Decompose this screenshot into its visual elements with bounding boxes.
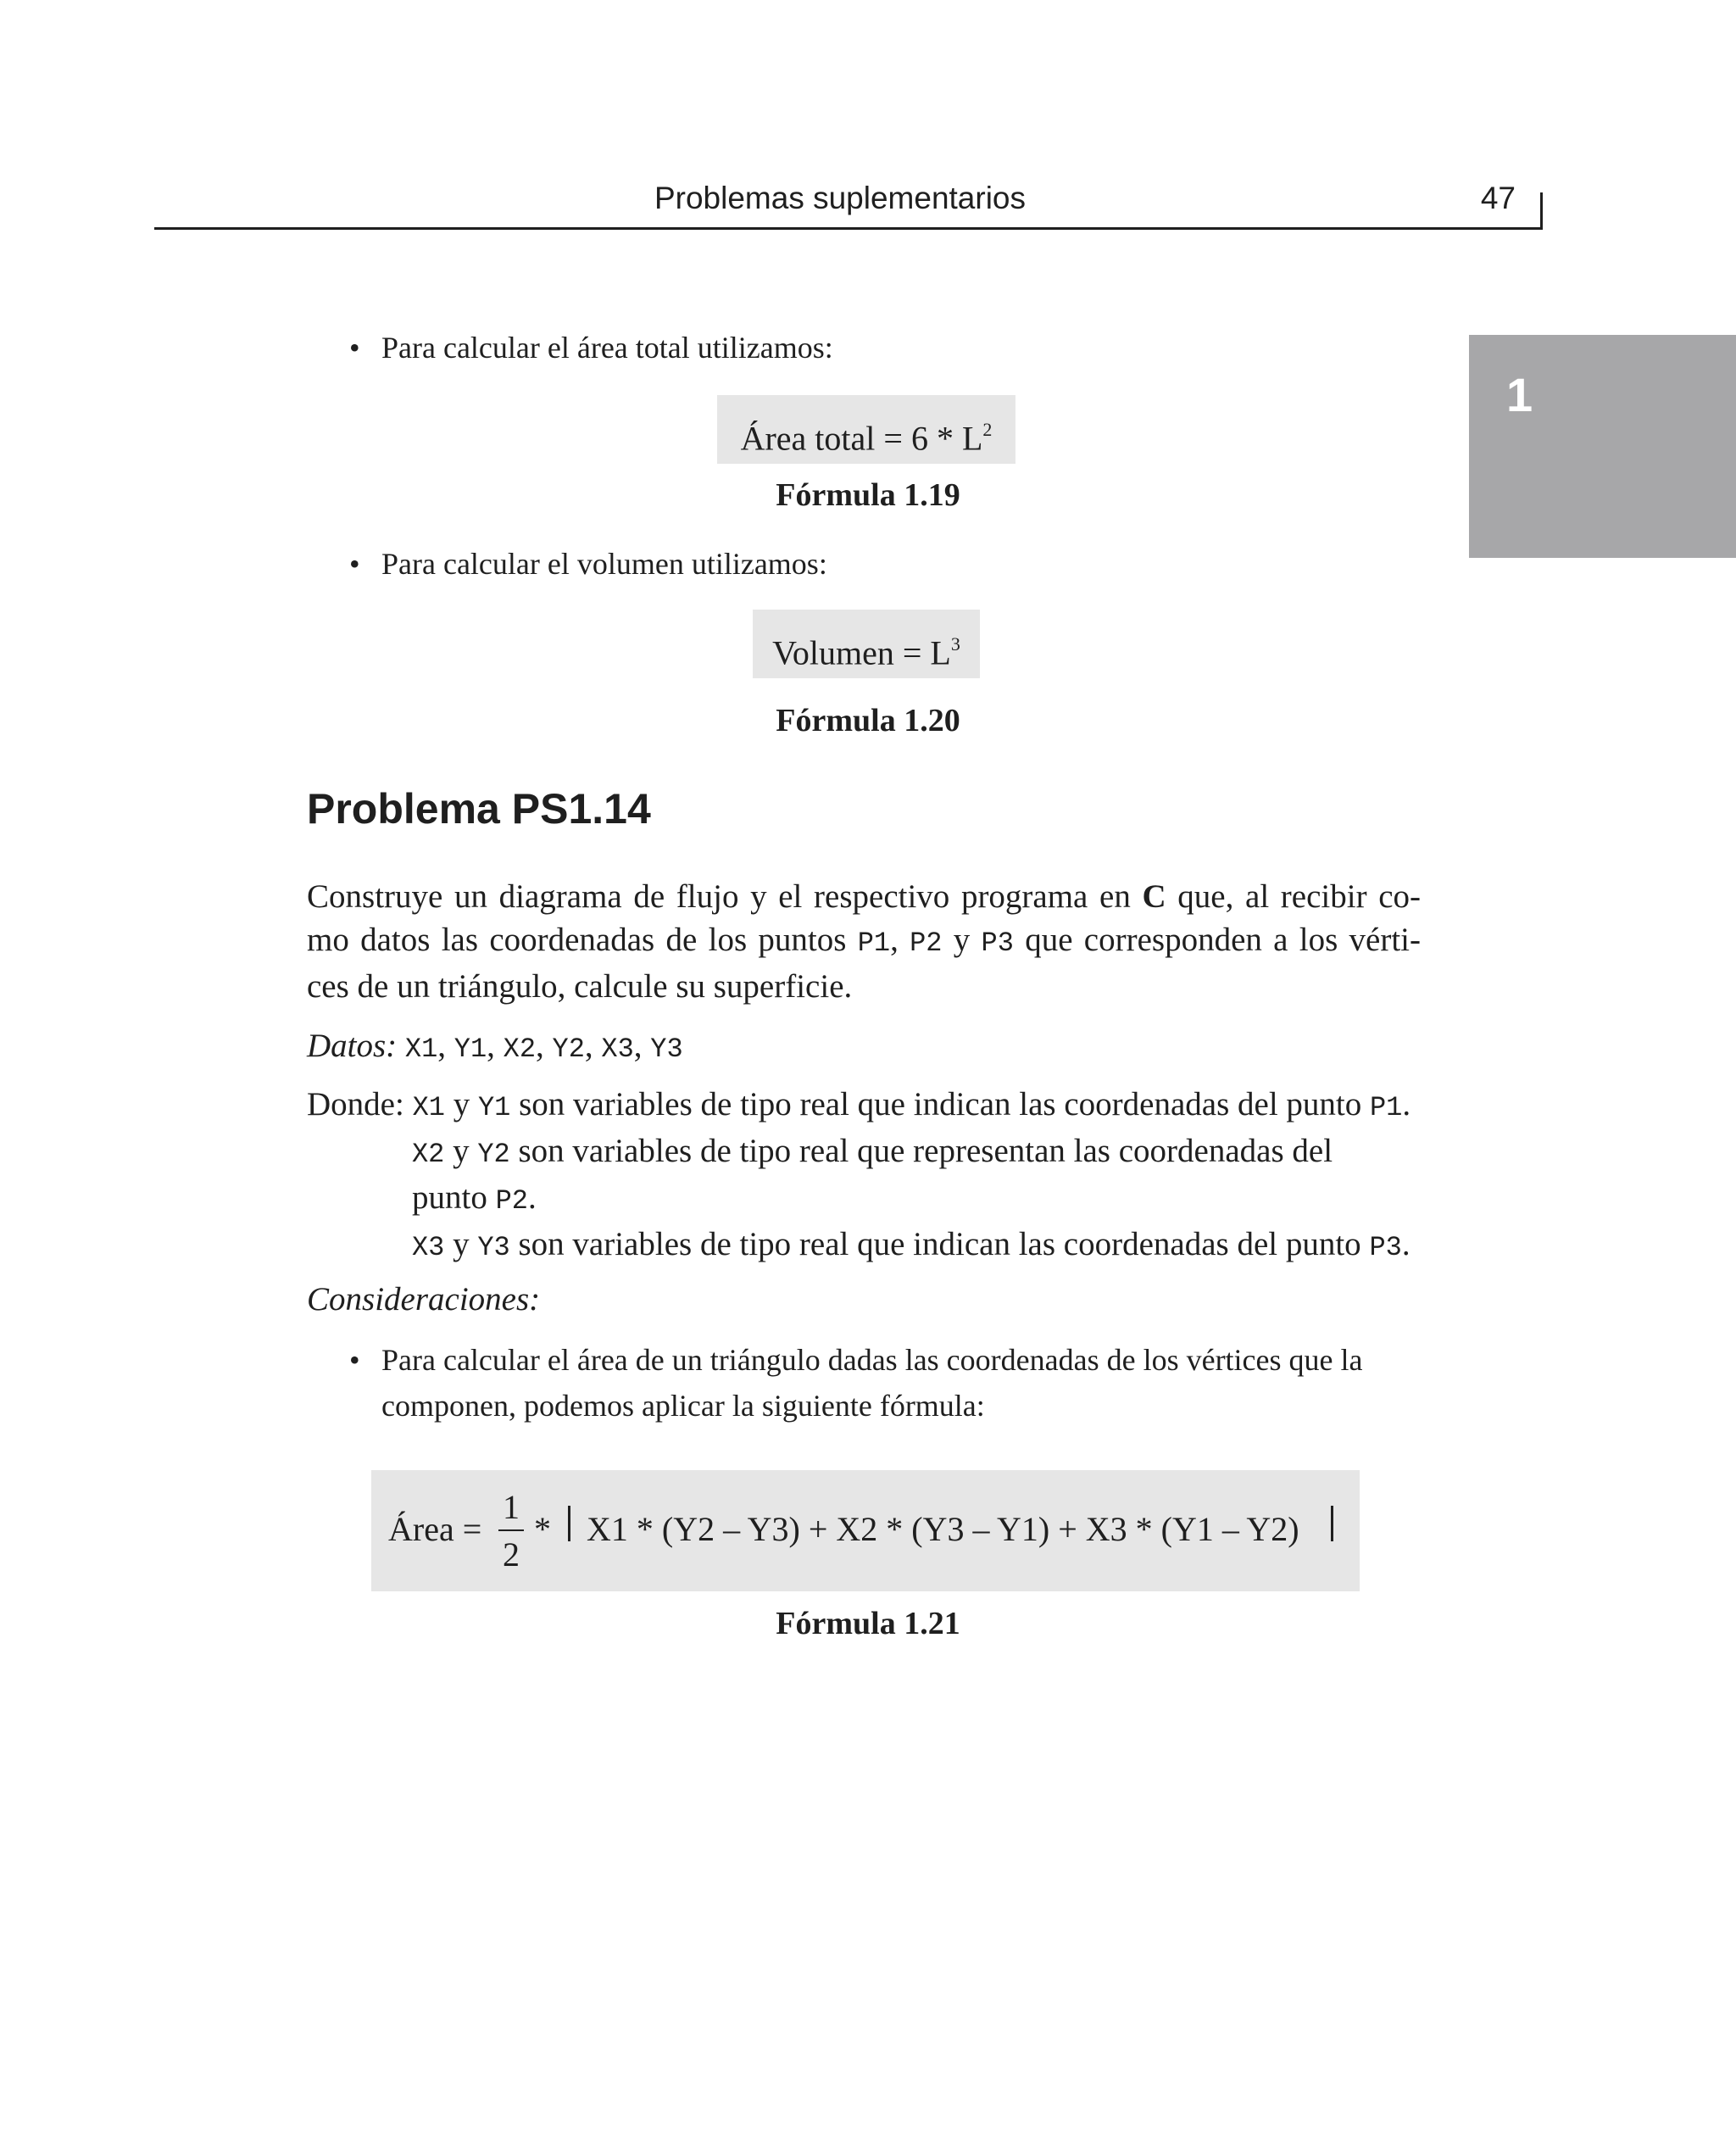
formula-volume-lhs: Volumen = L: [772, 633, 951, 672]
bullet-triangle-line-2: componen, podemos aplicar la siguiente fórmula:: [381, 1389, 985, 1423]
datos-var: X2: [503, 1033, 537, 1065]
donde-line-2: X2 y Y2 son variables de tipo real que representan las coordenadas del: [412, 1133, 1333, 1170]
problem-title: Problema PS1.14: [307, 785, 651, 833]
datos-label: Datos:: [307, 1028, 398, 1064]
datos-var: X3: [601, 1033, 634, 1065]
datos-var: Y2: [552, 1033, 585, 1065]
caption-119-text: Fórmula 1.19: [776, 477, 960, 513]
caption-formula-1-21: [0, 1605, 1736, 1642]
donde-line-4: X3 y Y3 son variables de tipo real que indican las coordenadas del punto P3.: [412, 1226, 1410, 1263]
bullet-dot: •: [349, 1343, 360, 1377]
formula-area-total: [717, 395, 1015, 464]
caption-120-text: Fórmula 1.20: [776, 703, 960, 738]
formula-volume-exponent: 3: [950, 633, 960, 655]
donde-block: [307, 1083, 1434, 1269]
consideraciones-text: Consideraciones:: [307, 1281, 541, 1318]
bullet-area-text: Para calcular el área total utilizamos:: [381, 331, 833, 365]
formula-multiply: *: [534, 1510, 551, 1548]
formula-triangle-area: [371, 1470, 1360, 1591]
bullet-triangle-line-1: Para calcular el área de un triángulo dadas las coordenadas de los vértices que la: [381, 1343, 1363, 1377]
caption-formula-1-20: [0, 702, 1736, 739]
fraction-numerator: 1: [503, 1488, 520, 1526]
statement-line-2: mo datos las coordenadas de los puntos P1, P2 y P3 que corresponden a los vérti-: [307, 922, 1421, 959]
donde-line-1: Donde: X1 y Y1 son variables de tipo real que indican las coordenadas del punto P1.: [307, 1086, 1411, 1123]
fraction-denominator: 2: [503, 1535, 520, 1574]
donde-label: Donde:: [307, 1086, 404, 1123]
caption-121-text: Fórmula 1.21: [776, 1606, 960, 1641]
statement-line-3: ces de un triángulo, calcule su superficie.: [307, 968, 853, 1005]
datos-line: Datos: X1, Y1, X2, Y2, X3, Y3: [307, 1028, 683, 1065]
datos-var: Y1: [453, 1033, 487, 1065]
bullet-volume-text: Para calcular el volumen utilizamos:: [381, 547, 827, 581]
header-tick: [1540, 192, 1543, 230]
absolute-bar-right: [1331, 1506, 1333, 1541]
formula-area-lhs: Área total = 6 * L: [740, 419, 983, 458]
datos-var: X1: [404, 1033, 438, 1065]
statement-line-1: Construye un diagrama de flujo y el respectivo programa en C que, al recibir co-: [307, 878, 1422, 915]
chapter-number: 1: [1506, 368, 1533, 421]
bullet-area-total: [349, 325, 833, 370]
caption-formula-1-19: [0, 476, 1736, 514]
problem-statement: [307, 875, 1421, 1008]
donde-line-3: punto P2.: [412, 1179, 537, 1217]
consideraciones-label: [307, 1278, 540, 1321]
formula-lhs: Área =: [388, 1510, 482, 1548]
header-rule: [154, 227, 1543, 230]
header-title: Problemas suplementarios: [654, 181, 1027, 215]
bullet-dot: •: [349, 547, 360, 581]
page-number: 47: [1480, 181, 1516, 215]
formula-area-exponent: 2: [982, 419, 993, 440]
fraction-bar: [498, 1529, 524, 1531]
formula-volume: [753, 610, 980, 678]
bullet-dot: •: [349, 331, 360, 365]
bullet-volume: [349, 541, 827, 587]
language-c: C: [1142, 878, 1166, 915]
absolute-bar-left: [568, 1506, 570, 1541]
datos-var: Y3: [650, 1033, 683, 1065]
formula-body: X1 * (Y2 – Y3) + X2 * (Y3 – Y1) + X3 * (Y1 – Y2): [587, 1510, 1299, 1548]
running-header: [154, 174, 1543, 230]
bullet-triangle: [349, 1337, 1424, 1429]
chapter-tab: [1469, 335, 1736, 558]
